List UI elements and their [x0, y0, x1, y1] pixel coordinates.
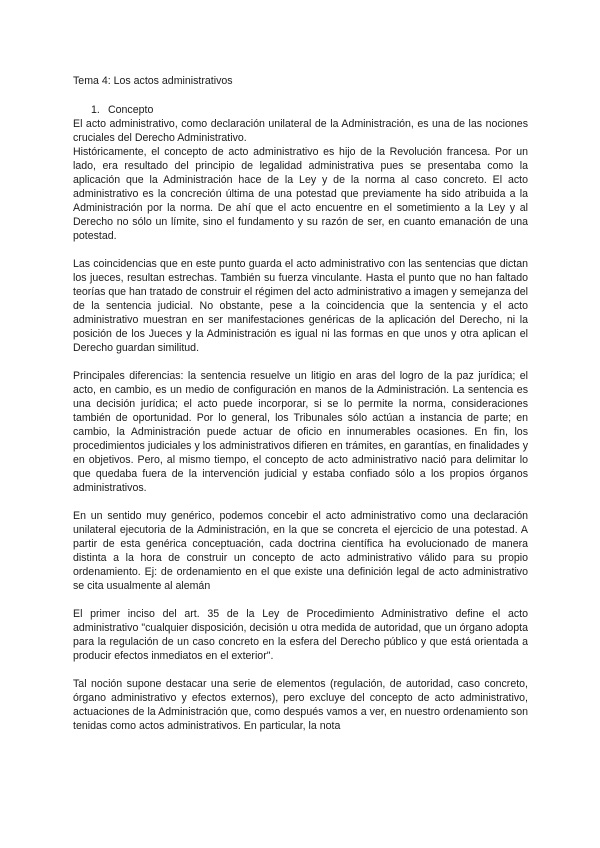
- document-body: [73, 74, 528, 733]
- paragraph-elements: Tal noción supone destacar una serie de elementos (regulación, de autoridad, caso concreto, órgano administrativo y efectos externos), pero excluye del concepto de acto administrativo, actuaciones de la Administración que, como después vamos a ver, en nuestro ordenamiento son tenidas como actos administrativos. En particular, la nota: [73, 678, 528, 732]
- section-label: Concepto: [108, 104, 154, 116]
- paragraph-generic-sense: En un sentido muy genérico, podemos concebir el acto administrativo como una declaración unilateral ejecutoria de la Administración, en la que se concreta el ejercicio de una potestad. A partir de esta genérica conceptuación, cada doctrina científica ha evolucionado de manera distinta a la hora de construir un concepto de acto administrativo válido para su propio ordenamiento. Ej: de ordenamiento en el que existe una definición legal de acto administrativo se cita usualmente al alemán: [73, 510, 528, 592]
- paragraph-article-35: El primer inciso del art. 35 de la Ley de Procedimiento Administrativo define el acto administrativo "cualquier disposición, decisión u otra medida de autoridad, que un órgano adopta para la regulación de un caso concreto en la esfera del Derecho público y que está orientada a producir efectos inmediatos en el exterior".: [73, 608, 528, 662]
- document-title: Tema 4: Los actos administrativos: [73, 75, 233, 87]
- paragraph-history: Históricamente, el concepto de acto administrativo es hijo de la Revolución francesa. Por un lado, era resultado del principio de legalidad administrativa pues se presentaba como la aplicación que la Administración hace de la Ley y de la norma al caso concreto. El acto administrativo es la concreción última de una potestad que previamente ha sido atribuida a la Administración por la norma. De ahí que el acto encuentre en el sometimiento a la Ley y al Derecho no sólo un límite, sino el fundamento y su razón de ser, en cuanto emanación de una potestad.: [73, 146, 528, 242]
- paragraph-definition: El acto administrativo, como declaración unilateral de la Administración, es una de las nociones cruciales del Derecho Administrativo.: [73, 118, 528, 144]
- section-heading: [73, 103, 528, 117]
- paragraph-differences: Principales diferencias: la sentencia resuelve un litigio en aras del logro de la paz jurídica; el acto, en cambio, es un medio de configuración en manos de la Administración. La sentencia es una decisión jurídica; el acto puede incorporar, si se lo permite la norma, consideraciones también de oportunidad. Por lo general, los Tribunales sólo actúan a instancia de parte; en cambio, la Administración puede actuar de oficio en innumerables ocasiones. En fin, los procedimientos judiciales y los administrativos difieren en trámites, en garantías, en finalidades y en objetivos. Pero, al mismo tiempo, el concepto de acto administrativo nació para delimitar lo que quedaba fuera de la intervención judicial y estaba confiado sólo a los propios órganos administrativos.: [73, 370, 528, 494]
- paragraph-coincidences: Las coincidencias que en este punto guarda el acto administrativo con las sentencias que dictan los jueces, resultan estrechas. También su fuerza vinculante. Hasta el punto que no han faltado teorías que han tratado de construir el régimen del acto administrativo a imagen y semejanza del de la sentencia judicial. No obstante, pese a la coincidencia que la sentencia y el acto administrativo muestran en ser manifestaciones genéricas de la aplicación del Derecho, ni la posición de los Jueces y la Administración es igual ni las formas en que unos y otra aplican el Derecho guardan similitud.: [73, 258, 528, 354]
- section-number: 1.: [91, 104, 100, 116]
